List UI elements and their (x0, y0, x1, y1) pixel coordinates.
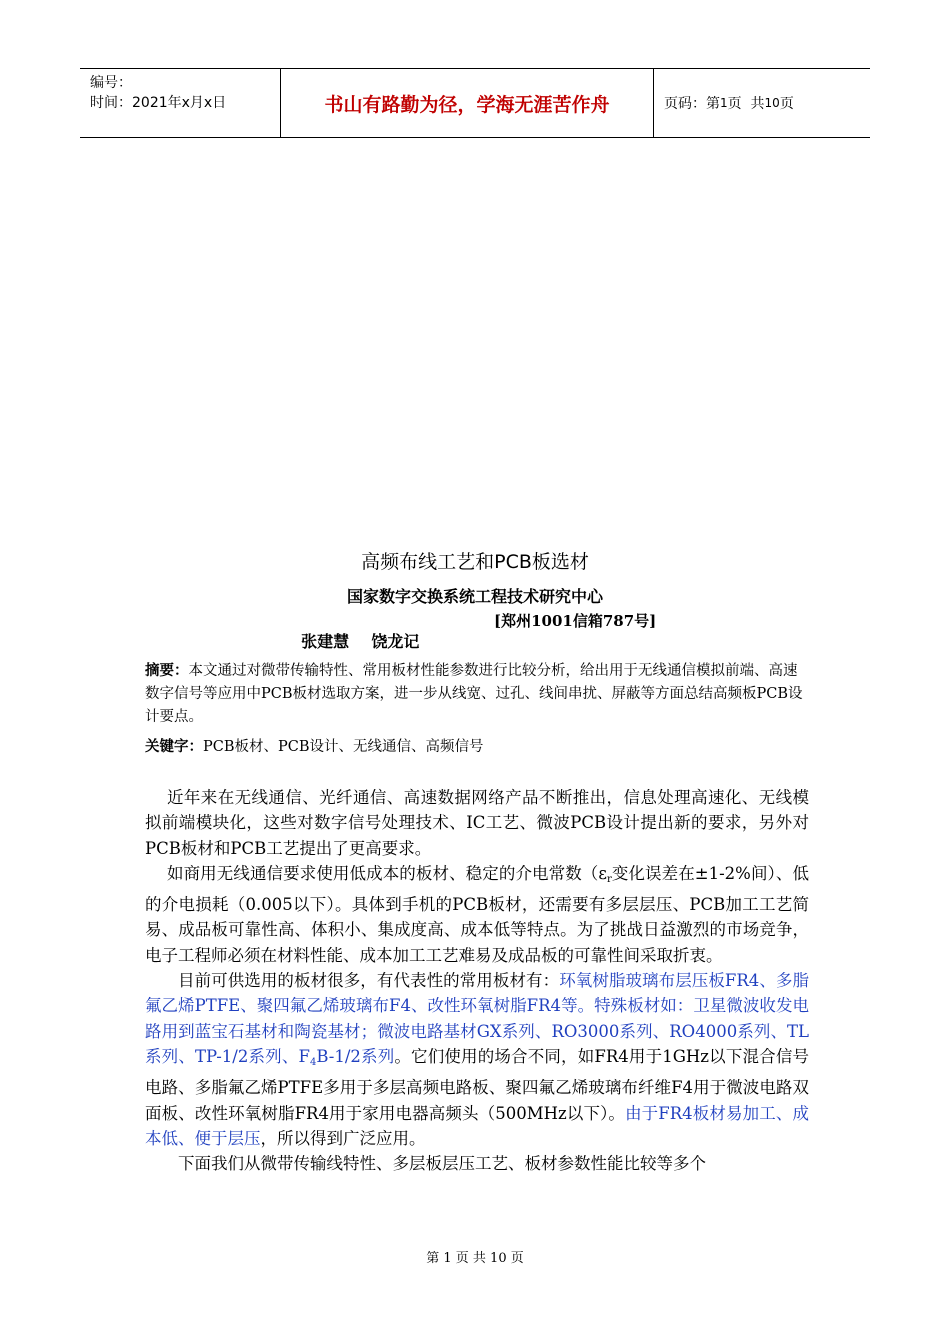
header-table (80, 68, 870, 138)
body-text (145, 785, 809, 1176)
page-number: 1 (720, 96, 728, 110)
p3-subscript: 4 (309, 1056, 317, 1068)
address: [郑州1001信箱787号] (494, 612, 657, 630)
keywords-text: PCB板材、PCB设计、无线通信、高频信号 (203, 739, 484, 755)
page-footer: 第 1 页 共 10 页 (426, 1251, 524, 1266)
paragraph-1: 近年来在无线通信、光纤通信、高速数据网络产品不断推出，信息处理高速化、无线模拟前端模块化，这些对数字信号处理技术、IC工艺、微波PCB设计提出新的要求，另外对PCB板材和PCB工艺提出了更高要求。 (145, 788, 809, 858)
paragraph-3 (145, 968, 809, 1151)
time-label: 时间：2021年x月x日 (90, 95, 227, 111)
page-label: 页码：第 (664, 96, 720, 112)
p3-part-b: 。它们使用的场合不同，如FR4用于1GHz以下混合信号电路、多脂氟乙烯PTFE多用于多层高频电路板、聚四氟乙烯玻璃布纤维F4用于微波电路双面板、改性环氧树脂FR4用于家用电器高频头（500MHz以下）。 (145, 1046, 809, 1123)
p3-part-c: ，所以得到广泛应用。 (260, 1128, 426, 1148)
number-label: 编号： (90, 75, 132, 91)
header-page-info (654, 69, 870, 137)
p2-subscript: r (606, 873, 612, 885)
page-end: 页 (779, 96, 794, 112)
header-motto: 书山有路勤为径，学海无涯苦作舟 (280, 69, 654, 137)
abstract-text: 本文通过对微带传输特性、常用板材性能参数进行比较分析，给出用于无线通信模拟前端、高速数字信号等应用中PCB板材选取方案，进一步从线宽、过孔、线间串扰、屏蔽等方面总结高频板PCB设计要点。 (145, 663, 803, 725)
abstract (145, 660, 807, 729)
page-mid: 页 共 (727, 96, 765, 112)
p3-highlight-2: B-1/2系列 (316, 1046, 395, 1066)
paragraph-4: 下面我们从微带传输线特性、多层板层压工艺、板材参数性能比较等多个 (178, 1154, 706, 1174)
p3-highlight-1: 环氧树脂玻璃布层压板FR4、多脂氟乙烯PTFE、聚四氟乙烯玻璃布F4、改性环氧树脂FR4等。特殊板材如：卫星微波收发电路用到蓝宝石基材和陶瓷基材；微波电路基材GX系列、RO3000系列、RO4000系列、TL系列、TP-1/2系列、F (145, 971, 810, 1066)
institution: 国家数字交换系统工程技术研究中心 (346, 587, 603, 606)
keywords-label: 关键字： (145, 739, 203, 755)
p3-highlight-3: 由于FR4板材易加工、成本低、便于层压 (145, 1103, 809, 1148)
header-meta (80, 69, 280, 137)
authors: 张建慧 饶龙记 (301, 632, 420, 651)
paragraph-2 (145, 861, 809, 968)
keywords (145, 736, 807, 759)
p2-part-b: 变化误差在±1-2%间）、低的介电损耗（0.005以下）。具体到手机的PCB板材，还需要有多层层压、PCB加工工艺简易、成品板可靠性高、体积小、集成度高、成本低等特点。为了挑战日益激烈的市场竞争，电子工程师必须在材料性能、成本加工工艺难易及成品板的可靠性间采取折衷。 (145, 863, 809, 965)
p2-part-a: 如商用无线通信要求使用低成本的板材、稳定的介电常数（ε (167, 863, 607, 883)
document-title: 高频布线工艺和PCB板选材 (361, 551, 589, 573)
page-total: 10 (764, 96, 780, 110)
p3-part-a: 目前可供选用的板材很多，有代表性的常用板材有： (178, 971, 560, 991)
abstract-label: 摘要： (145, 663, 189, 679)
